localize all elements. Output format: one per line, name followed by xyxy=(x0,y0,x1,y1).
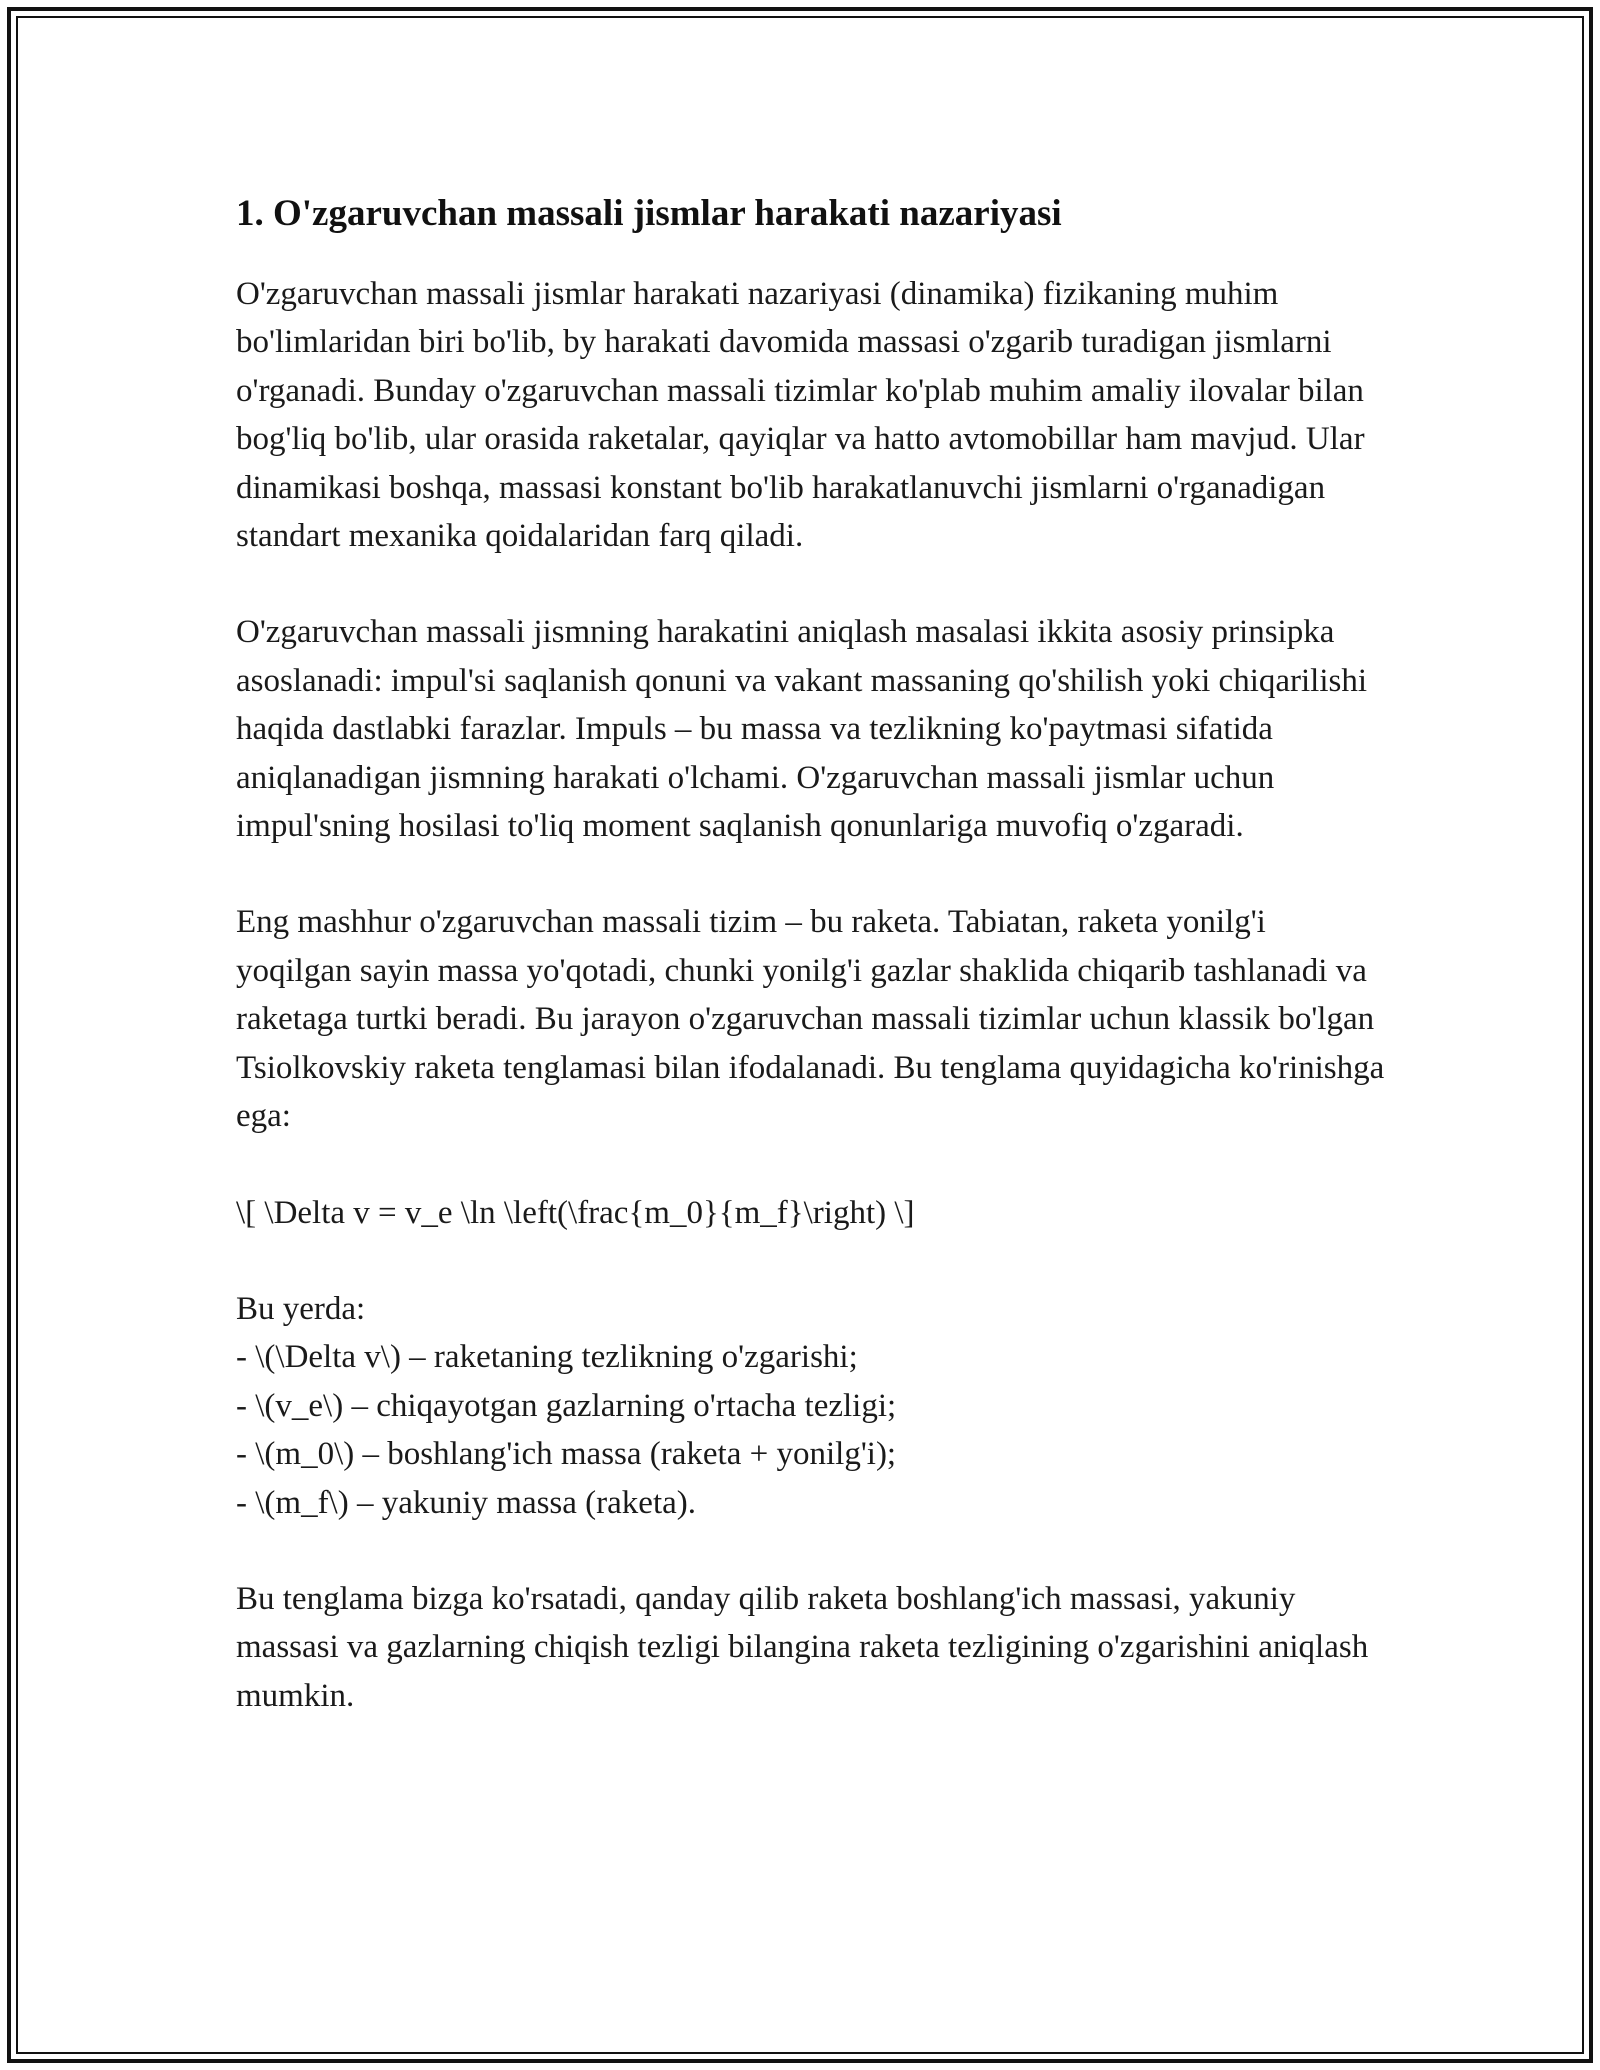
paragraph-rocket: Eng mashhur o'zgaruvchan massali tizim – bu raketa. Tabiatan, raketa yonilg'i yoqilgan sayin massa yo'qotadi, chunki yonilg'i gazlar shaklida chiqarib tashlanadi va raketaga turtki beradi. Bu jarayon o'zgaruvchan massali tizimlar uchun klassik bo'lgan Tsiolkovskiy raketa tenglamasi bilan ifodalanadi. Bu tenglama quyidagicha ko'rinishga ega: xyxy=(236,904,1385,1135)
paragraph-conclusion: Bu tenglama bizga ko'rsatadi, qanday qilib raketa boshlang'ich massasi, yakuniy massasi va gazlarning chiqish tezligi bilangina raketa tezligining o'zgarishini aniqlash mumkin. xyxy=(236,1580,1369,1714)
definition-item: - \(m_0\) – boshlang'ich massa (raketa + yonilg'i); xyxy=(236,1436,897,1473)
definition-item: - \(m_f\) – yakuniy massa (raketa). xyxy=(236,1484,697,1521)
definitions-intro: Bu yerda: xyxy=(236,1290,366,1327)
document-body xyxy=(236,186,1386,1768)
paragraph-intro: O'zgaruvchan massali jismlar harakati nazariyasi (dinamika) fizikaning muhim bo'limlaridan biri bo'lib, by harakati davomida massasi o'zgarib turadigan jismlarni o'rganadi. Bunday o'zgaruvchan massali tizimlar ko'plab muhim amaliy ilovalar bilan bog'liq bo'lib, ular orasida raketalar, qayiqlar va hatto avtomobillar ham mavjud. Ular dinamikasi boshqa, massasi konstant bo'lib harakatlanuvchi jismlarni o'rganadigan standart mexanika qoidalaridan farq qiladi. xyxy=(236,276,1365,555)
definition-item: - \(\Delta v\) – raketaning tezlikning o'zgarishi; xyxy=(236,1339,858,1376)
definitions-list xyxy=(236,1285,1386,1527)
paragraph-principles: O'zgaruvchan massali jismning harakatini aniqlash masalasi ikkita asosiy prinsipka asoslanadi: impul'si saqlanish qonuni va vakant massaning qo'shilish yoki chiqarilishi haqida dastlabki farazlar. Impuls – bu massa va tezlikning ko'paytmasi sifatida aniqlanadigan jismning harakati o'lchami. O'zgaruvchan massali jismlar uchun impul'sning hosilasi to'liq moment saqlanish qonunlariga muvofiq o'zgaradi. xyxy=(236,614,1368,845)
section-heading: 1. O'zgaruvchan massali jismlar harakati nazariyasi xyxy=(236,193,1062,234)
definition-item: - \(v_e\) – chiqayotgan gazlarning o'rtacha tezligi; xyxy=(236,1387,897,1424)
formula-tsiolkovsky: \[ \Delta v = v_e \ln \left(\frac{m_0}{m_f}\right) \] xyxy=(236,1194,915,1231)
